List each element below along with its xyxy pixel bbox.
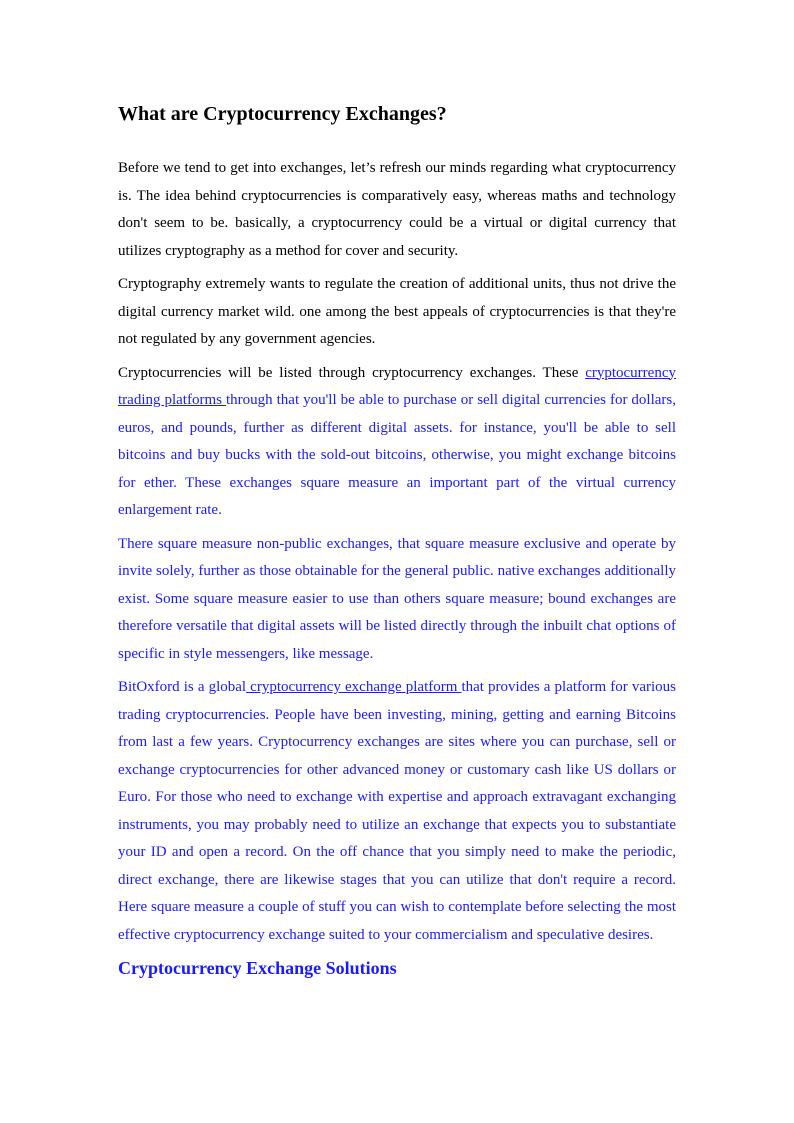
paragraph-exchanges-lead: Cryptocurrencies will be listed through cryptocurrency exchanges. These: [118, 364, 586, 381]
document-page: [118, 100, 676, 981]
page-title: What are Cryptocurrency Exchanges?: [118, 103, 447, 125]
paragraph-exchanges-rest: through that you'll be able to purchase or sell digital currencies for dollars, euros, and pounds, further as different digital assets. for instance, you'll be able to sell bitcoins and buy bucks with the sold-out bitcoins, otherwise, you might exchange bitcoins for ether. These exchanges square measure an important part of the virtual currency enlargement rate.: [118, 392, 676, 518]
paragraph-bitoxford-lead: BitOxford is a global: [118, 679, 247, 695]
section-heading: Cryptocurrency Exchange Solutions: [118, 958, 397, 978]
paragraph-intro: Before we tend to get into exchanges, let’s refresh our minds regarding what cryptocurrency is. The idea behind cryptocurrencies is comparatively easy, whereas maths and technology don't seem to be. basically, a cryptocurrency could be a virtual or digital currency that utilizes cryptography as a method for cover and security.: [118, 160, 676, 259]
paragraph-exchanges: [118, 360, 676, 525]
exchange-platform-link[interactable]: cryptocurrency exchange platform: [246, 679, 462, 695]
paragraph-cryptography: Cryptography extremely wants to regulate the creation of additional units, thus not drive the digital currency market wild. one among the best appeals of cryptocurrencies is that they're not regulated by any government agencies.: [118, 276, 676, 347]
paragraph-private-exchanges: There square measure non-public exchanges, that square measure exclusive and operate by invite solely, further as those obtainable for the general public. native exchanges additionally exist. Some square measure easier to use than others square measure; bound exchanges are therefore versatile that digital assets will be listed directly through the inbuilt chat options of specific in style messengers, like message.: [118, 535, 676, 662]
paragraph-bitoxford-rest: that provides a platform for various trading cryptocurrencies. People have been investing, mining, getting and earning Bitcoins from last a few years. Cryptocurrency exchanges are sites where you can purchase, sell or exchange cryptocurrencies for other advanced money or customary cash like US dollars or Euro. For those who need to exchange with expertise and approach extravagant exchanging instruments, you may probably need to utilize an exchange that expects you to substantiate your ID and open a record. On the off chance that you simply need to make the periodic, direct exchange, there are likewise stages that you can utilize that don't require a record. Here square measure a couple of stuff you can wish to contemplate before selecting the most effective cryptocurrency exchange suited to your commercialism and speculative desires.: [118, 679, 677, 943]
paragraph-bitoxford: [118, 674, 676, 949]
trading-platforms-link[interactable]: cryptocurrency trading platforms: [118, 364, 676, 408]
